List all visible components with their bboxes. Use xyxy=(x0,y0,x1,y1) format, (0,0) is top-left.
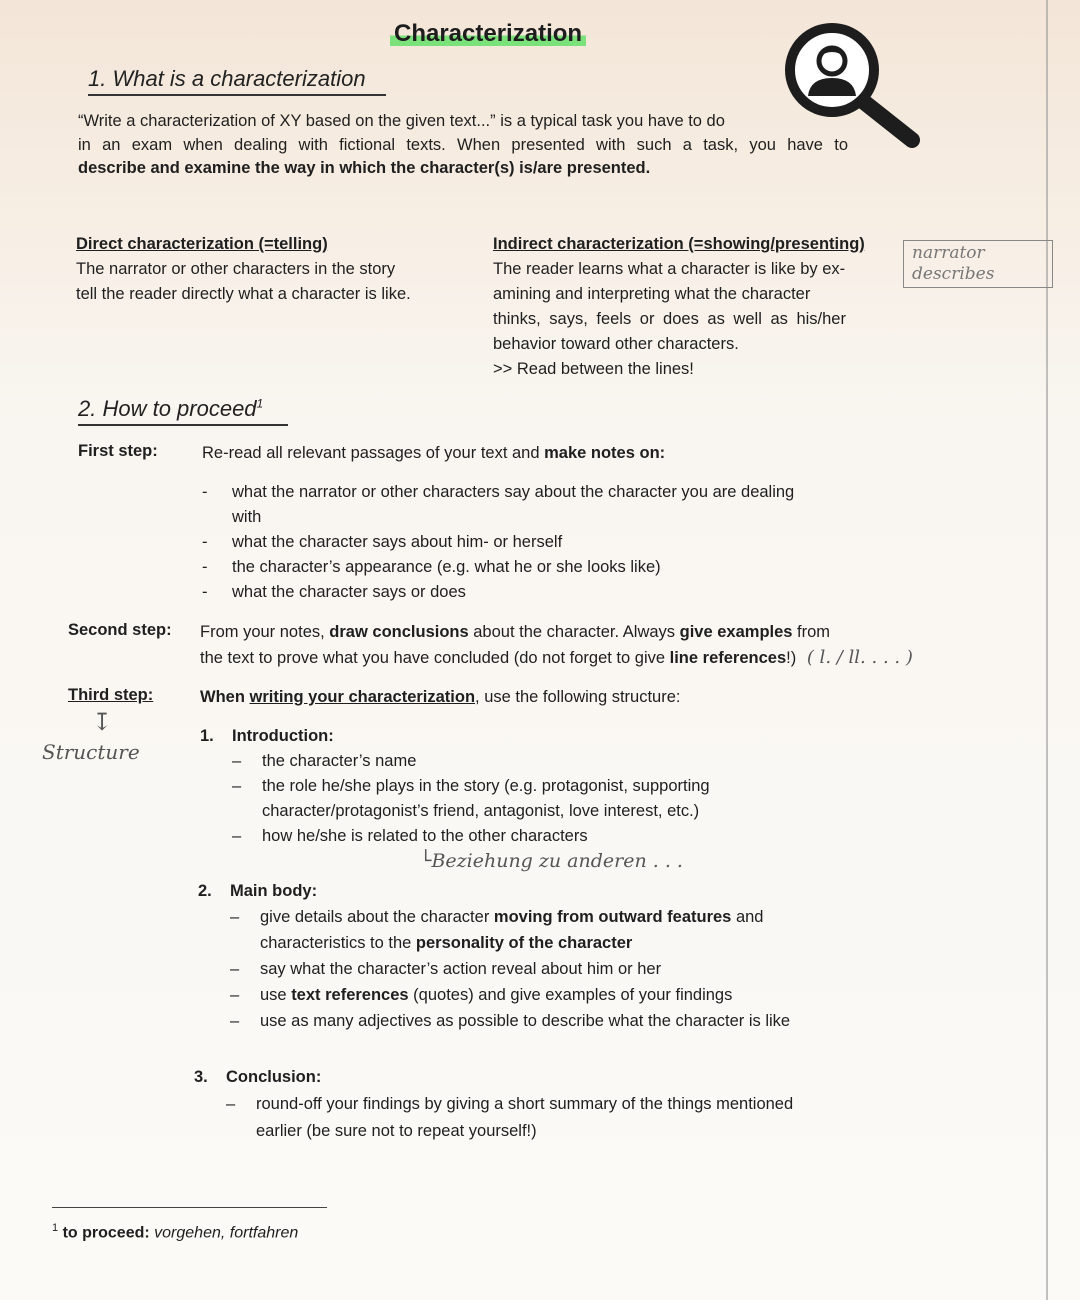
direct-line-1: The narrator or other characters in the story xyxy=(76,260,396,278)
list-item-text: round-off your findings by giving a short summary of the things mentioned xyxy=(256,1095,794,1113)
page-title: Characterization xyxy=(390,20,586,48)
list-item-text: the character’s appearance (e.g. what he or she looks like) xyxy=(232,558,661,576)
text-run: From your notes, xyxy=(200,623,330,641)
intro-line-1: “Write a characterization of XY based on the given text...” is a typical task you have to do xyxy=(78,112,725,130)
list-item: – give details about the character moving from outward features and xyxy=(230,908,764,926)
list-item-text: what the character says about him- or herself xyxy=(232,533,563,551)
first-step-plain: Re-read all relevant passages of your text and xyxy=(202,444,545,462)
text-run: (quotes) and give examples of your findings xyxy=(408,986,733,1004)
direct-characterization xyxy=(76,232,466,307)
first-step-bold: make notes on: xyxy=(544,444,666,462)
part-heading: Conclusion: xyxy=(226,1068,322,1086)
text-run: and xyxy=(731,908,764,926)
second-step-line-1 xyxy=(200,620,1040,645)
handwritten-margin-note xyxy=(903,240,1053,288)
introduction-list xyxy=(200,749,900,849)
text-run-bold: When xyxy=(200,688,250,706)
list-item-text: the character’s name xyxy=(262,752,417,770)
text-run: use xyxy=(260,986,292,1004)
list-item: - the character’s appearance (e.g. what he or she looks like) xyxy=(202,558,661,576)
text-run: !) xyxy=(786,649,797,667)
main-body-part xyxy=(198,878,898,1034)
list-item: – say what the character’s action reveal about him or her xyxy=(230,960,662,978)
text-run-bold: moving from outward features xyxy=(493,908,732,926)
second-step-text xyxy=(200,620,1040,671)
list-item-text: the role he/she plays in the story (e.g. protagonist, supporting xyxy=(262,777,710,795)
part-heading: Main body: xyxy=(230,882,318,900)
list-item: – the role he/she plays in the story (e.g. protagonist, supporting xyxy=(232,777,710,795)
text-run: the text to prove what you have concluded (do not forget to give xyxy=(200,649,670,667)
intro-line-3: describe and examine the way in which the character(s) is/are presented. xyxy=(78,159,651,177)
list-item: – round-off your findings by giving a short summary of the things mentioned xyxy=(226,1095,794,1113)
handwritten-line-refs: ( l. / ll. . . . ) xyxy=(806,647,913,668)
part-number: 3. xyxy=(194,1068,208,1086)
conclusion-part xyxy=(194,1064,914,1145)
text-run: about the character. Always xyxy=(468,623,680,641)
text-run-bold: give examples xyxy=(679,623,793,641)
margin-note-line-1: narrator xyxy=(912,243,985,263)
section-2-heading xyxy=(78,396,288,426)
indirect-characterization xyxy=(493,232,888,382)
text-run-bold: writing your characterization xyxy=(249,688,476,706)
indirect-line-1: The reader learns what a character is like by ex- xyxy=(493,260,846,278)
indirect-line-3: thinks, says, feels or does as well as his/her xyxy=(493,310,846,328)
page-margin-line xyxy=(1046,0,1048,1300)
footnote-divider xyxy=(52,1207,327,1208)
third-step-text xyxy=(200,686,900,710)
handwritten-arrow: ↧ xyxy=(92,708,113,736)
part-number: 2. xyxy=(198,882,212,900)
text-run-bold: personality of the character xyxy=(415,934,633,952)
handwritten-structure-note: Structure xyxy=(42,740,140,764)
list-item-text: use as many adjectives as possible to describe what the character is like xyxy=(260,1012,791,1030)
direct-heading: Direct characterization (=telling) xyxy=(76,235,328,253)
list-item-text: with xyxy=(232,508,262,526)
text-run: , use the following structure: xyxy=(475,688,681,706)
second-step-line-2 xyxy=(200,645,1040,671)
list-item: - what the character says about him- or herself xyxy=(202,533,563,551)
indirect-line-4: behavior toward other characters. xyxy=(493,335,739,353)
part-heading: Introduction: xyxy=(232,727,334,745)
footnote xyxy=(52,1222,298,1242)
list-item-text: what the narrator or other characters say about the character you are dealing xyxy=(232,483,795,501)
indirect-heading: Indirect characterization (=showing/presenting) xyxy=(493,235,865,253)
first-step-list xyxy=(202,480,892,605)
first-step-label: First step: xyxy=(78,442,158,460)
list-item: – use as many adjectives as possible to describe what the character is like xyxy=(230,1012,791,1030)
list-item: – the character’s name xyxy=(232,752,417,770)
text-run-bold: line references xyxy=(669,649,787,667)
intro-paragraph xyxy=(78,110,858,181)
introduction-part xyxy=(200,724,900,849)
footnote-translation: vorgehen, fortfahren xyxy=(154,1224,299,1242)
list-item-text: character/protagonist’s friend, antagonist, love interest, etc.) xyxy=(262,802,700,820)
list-item: – use text references (quotes) and give examples of your findings xyxy=(230,986,733,1004)
list-item: - what the character says or does xyxy=(202,583,466,601)
footnote-number: 1 xyxy=(52,1222,59,1234)
conclusion-heading xyxy=(194,1064,914,1091)
list-item-text: earlier (be sure not to repeat yourself!) xyxy=(256,1122,537,1140)
section-2-heading-text: 2. How to proceed xyxy=(78,396,257,421)
direct-line-2: tell the reader directly what a character is like. xyxy=(76,285,411,303)
second-step-label: Second step: xyxy=(68,621,172,639)
list-item xyxy=(230,930,898,956)
list-item-text: how he/she is related to the other characters xyxy=(262,827,588,845)
list-item xyxy=(202,505,892,530)
list-item xyxy=(226,1118,914,1145)
conclusion-list xyxy=(194,1091,914,1145)
handwritten-relation-note: └Beziehung zu anderen . . . xyxy=(420,850,683,872)
list-item: – how he/she is related to the other characters xyxy=(232,827,588,845)
text-run-bold: draw conclusions xyxy=(329,623,469,641)
section-1-heading: 1. What is a characterization xyxy=(88,66,386,96)
list-item-text: say what the character’s action reveal about him or her xyxy=(260,960,662,978)
list-item: - what the narrator or other characters say about the character you are dealing xyxy=(202,483,795,501)
text-run: characteristics to the xyxy=(260,934,416,952)
part-number: 1. xyxy=(200,727,214,745)
third-step-label: Third step: xyxy=(68,686,154,704)
main-body-heading xyxy=(198,878,898,904)
main-body-list xyxy=(198,904,898,1034)
margin-note-line-2: describes xyxy=(912,264,995,284)
indirect-line-2: amining and interpreting what the character xyxy=(493,285,811,303)
indirect-line-5: >> Read between the lines! xyxy=(493,360,694,378)
intro-line-2: in an exam when dealing with fictional texts. When presented with such a task, you have to xyxy=(78,135,848,154)
text-run: give details about the character xyxy=(260,908,494,926)
footnote-marker: 1 xyxy=(256,396,264,411)
text-run-bold: text references xyxy=(291,986,409,1004)
text-run: from xyxy=(792,623,831,641)
list-item-text: what the character says or does xyxy=(232,583,466,601)
first-step-text xyxy=(202,442,902,466)
footnote-term: to proceed: xyxy=(62,1224,150,1242)
introduction-heading xyxy=(200,724,900,749)
list-item xyxy=(232,799,900,824)
